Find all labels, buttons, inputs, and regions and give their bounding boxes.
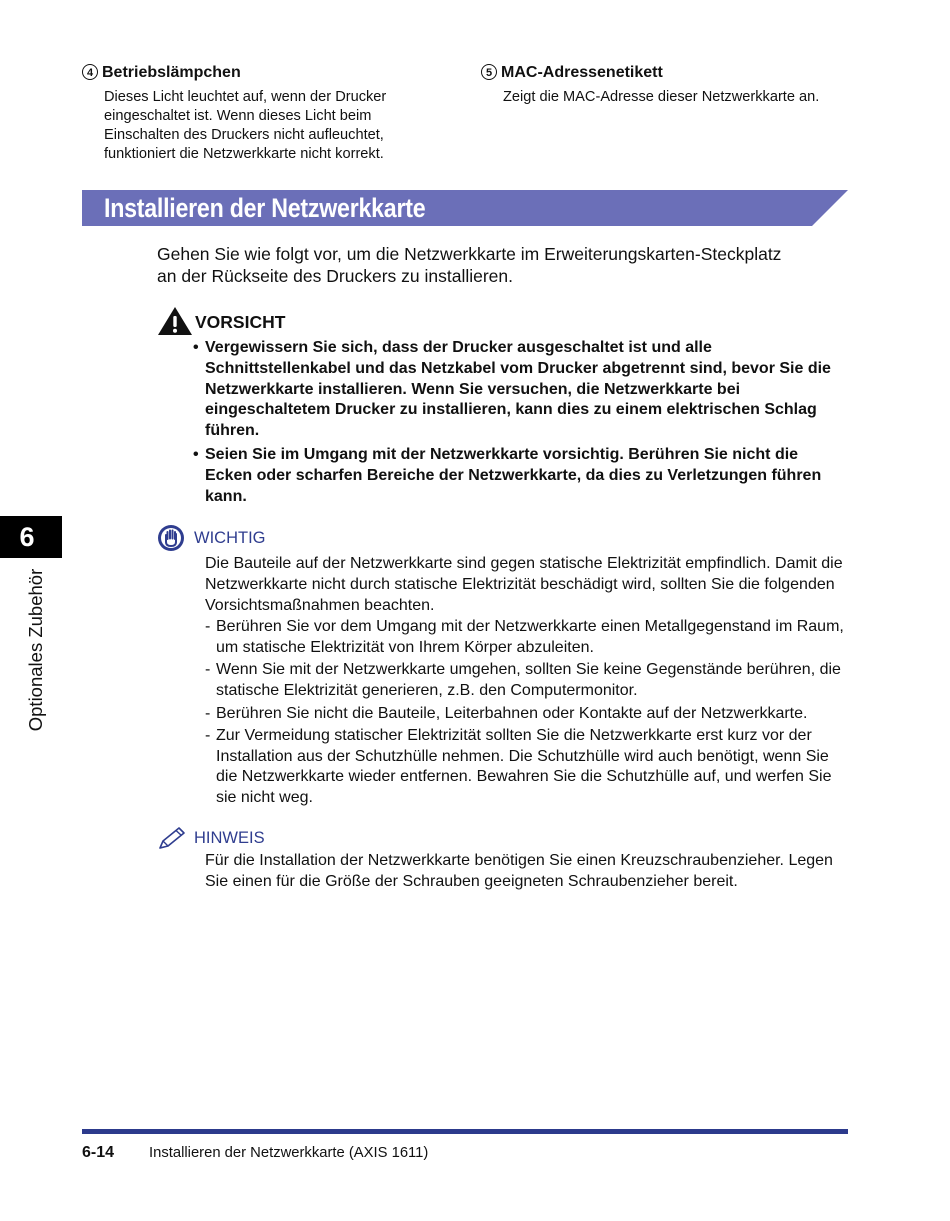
intro-line: an der Rückseite des Druckers zu installieren. [157,266,513,286]
important-body: Die Bauteile auf der Netzwerkkarte sind gegen statische Elektrizität empfindlich. Damit die Netzwerkkarte nicht durch statische Elektrizität beschädigt wird, sollten Sie die folgenden Vorsichtsmaßnahmen beachten. [205,555,843,614]
item-description-line: Zeigt die MAC-Adresse dieser Netzwerkkarte an. [503,89,820,105]
footer-rule [82,1129,848,1134]
pencil-icon [157,825,187,856]
page-number: 6-14 [82,1144,115,1161]
important-list [205,617,847,809]
item-description-line: Dieses Licht leuchtet auf, wenn der Drucker [104,89,387,105]
list-item: - Berühren Sie vor dem Umgang mit der Netzwerkkarte einen Metallgegenstand im Raum, um statische Elektrizität von Ihrem Körper abzuleiten. [205,617,847,659]
note-header [157,825,847,851]
important-heading: WICHTIG [194,529,266,547]
chapter-side-label-text: Optionales Zubehör [25,568,46,732]
stop-hand-icon [157,524,185,557]
item-description-line: Einschalten des Druckers nicht aufleuchtet, [104,127,384,143]
chapter-number-tab [0,516,62,558]
important-header [157,524,847,552]
circled-number: 5 [481,64,497,80]
caution-list [193,338,847,507]
circled-number: 4 [82,64,98,80]
item-description [481,88,861,107]
section-title: Installieren der Netzwerkkarte [104,193,426,223]
note-notice [157,825,847,893]
important-content [205,554,847,809]
important-notice [157,524,847,811]
item-title [481,63,861,83]
chapter-number: 6 [19,522,35,552]
caution-heading: VORSICHT [195,312,286,332]
note-body: Für die Installation der Netzwerkkarte benötigen Sie einen Kreuzschraubenzieher. Legen Sie einen für die Größe der Schrauben geeigneten Schraubenzieher bereit. [205,852,833,890]
note-heading: HINWEIS [194,829,265,847]
footer-title: Installieren der Netzwerkkarte (AXIS 1611) [149,1145,429,1161]
item-title-text: Betriebslämpchen [102,64,241,81]
list-item: - Berühren Sie nicht die Bauteile, Leiterbahnen oder Kontakte auf der Netzwerkkarte. [205,704,847,725]
item-title [82,63,442,83]
warning-triangle-icon [157,306,193,342]
item-title-text: MAC-Adressenetikett [501,64,663,81]
item-description-line: eingeschaltet ist. Wenn dieses Licht beim [104,108,372,124]
item-betriebslaempchen [82,63,442,164]
caution-notice [157,306,847,510]
list-item: • Vergewissern Sie sich, dass der Drucker ausgeschaltet ist und alle Schnittstellenkabel und das Netzkabel vom Drucker abgetrennt sind, bevor Sie die Netzwerkkarte installieren. Wenn Sie versuchen, die Netzwerkkarte bei eingeschaltetem Drucker zu installieren, kann dies zu einem elektrischen Schlag führen. [193,338,847,442]
list-item: - Wenn Sie mit der Netzwerkkarte umgehen, sollten Sie keine Gegenstände berühren, die statische Elektrizität generieren, z.B. den Computermonitor. [205,660,847,702]
item-description-line: funktioniert die Netzwerkkarte nicht korrekt. [104,146,384,162]
section-intro [157,243,857,287]
item-description [82,88,442,164]
item-mac-adressenetikett [481,63,861,107]
list-item: - Zur Vermeidung statischer Elektrizität sollten Sie die Netzwerkkarte erst kurz vor der Installation aus der Schutzhülle nehmen. Die Schutzhülle wird auch benötigt, wenn Sie die Netzwerkkarte wieder entfernen. Bewahren Sie die Schutzhülle auf, und werfen Sie sie nicht weg. [205,726,847,809]
list-item: • Seien Sie im Umgang mit der Netzwerkkarte vorsichtig. Berühren Sie nicht die Ecken oder scharfen Bereiche der Netzwerkkarte, da dies zu Verletzungen führen kann. [193,445,847,507]
intro-line: Gehen Sie wie folgt vor, um die Netzwerkkarte im Erweiterungskarten-Steckplatz [157,244,782,264]
caution-header [157,306,847,336]
